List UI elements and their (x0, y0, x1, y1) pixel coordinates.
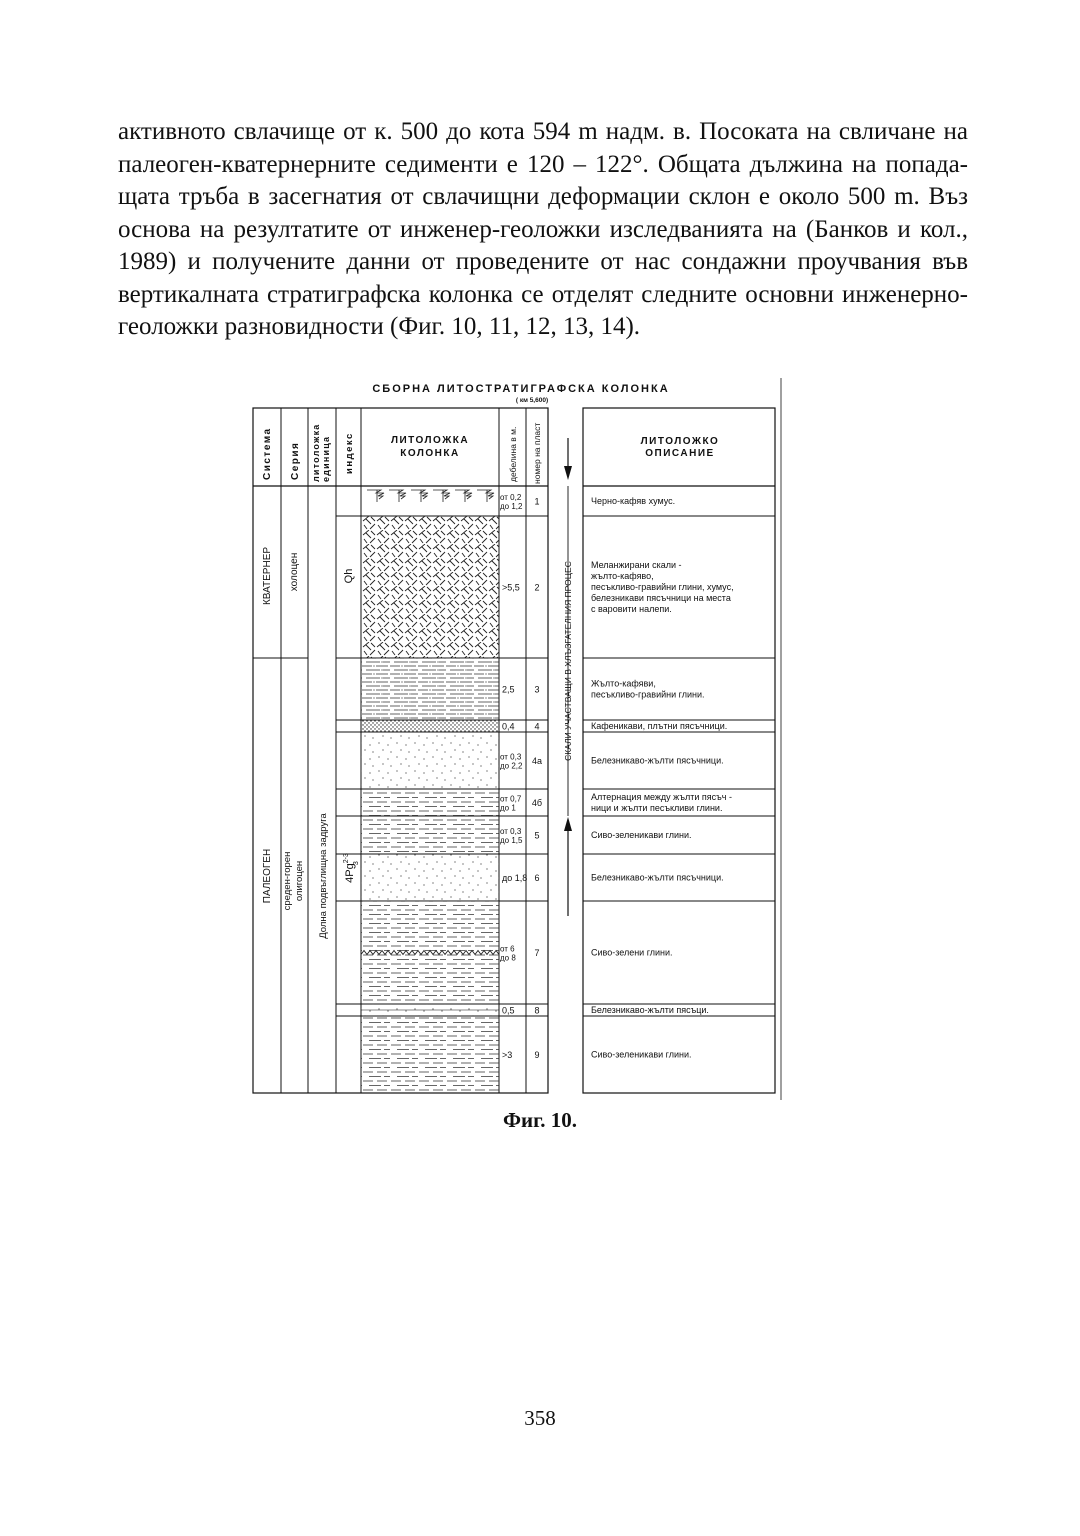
layer-number: 8 (534, 1005, 540, 1016)
arrow-up-head (564, 817, 572, 831)
layer-thickness: до 1,5 (500, 836, 523, 845)
layer-number: 5 (534, 830, 540, 841)
layer-number: 4б (531, 798, 543, 808)
paragraph-line: геоложки разновидности (Фиг. 10, 11, 12, 13, 14). (118, 313, 641, 340)
pattern-fill (361, 901, 499, 1004)
layer-number: 7 (534, 948, 540, 958)
layer-4б (336, 789, 775, 816)
layer-description: песъкливо-гравийни глини, хумус, (591, 582, 734, 592)
lithounit-label: Долна подвъглищна задруга (318, 813, 329, 939)
figure-subtitle: ( км 5,600) (515, 397, 549, 404)
header-column: КОЛОНКА (400, 448, 460, 459)
layer-thickness: >3 (502, 1050, 513, 1060)
layer-description: с варовити налепи. (591, 604, 672, 614)
index-label: 4Pg$^{2-3}$ 3 (343, 853, 360, 883)
layer-description: жълто-кафяво, (591, 571, 654, 581)
header-system: Система (262, 427, 273, 480)
layer-number: 1 (534, 496, 540, 507)
layer-description: Меланжирани скали - (591, 560, 682, 570)
layer-thickness: от 6 (500, 944, 515, 954)
index-superscript: 2-3 (343, 853, 350, 864)
layer-description: Сиво-зеленикави глини. (591, 830, 692, 840)
index-subscript: 3 (353, 861, 360, 866)
layer-6 (336, 854, 775, 901)
paragraph-line: вертикалната стратиграфска колонка се отделят следните основни инженерно- (118, 280, 968, 308)
layer-thickness: до 1 (500, 803, 516, 813)
paragraph-line: щата тръба в засегнатия от свлачищни деформации склон е около 500 m. Въз (118, 183, 968, 210)
page-number: 358 (524, 1406, 556, 1430)
layer-thickness: от 0,7 (500, 794, 522, 804)
layer-4а (336, 732, 775, 789)
header-lithounit: единица (321, 435, 331, 482)
layer-thickness: до 8 (500, 953, 516, 963)
pattern-fill (361, 516, 499, 658)
paragraph-line: палеоген-кватернерните седименти е 120 – 122°. Общата дължина на попада- (118, 150, 968, 178)
pattern-fill (361, 816, 499, 854)
paragraph-line: 1989) и получените данни от проведените от нас сондажни проучвания във (118, 248, 968, 275)
header-description: ОПИСАНИЕ (645, 448, 715, 459)
humus-mark (411, 490, 428, 502)
pattern-fill (361, 854, 499, 901)
humus-mark (455, 490, 472, 502)
system-label: ПАЛЕОГЕН (262, 848, 273, 904)
layer-thickness: 2,5 (502, 684, 515, 695)
layer-description: Белезникаво-жълти пясъци. (591, 1005, 709, 1015)
header-column: ЛИТОЛОЖКА (390, 435, 470, 446)
header-thickness: дебелина в м. (508, 426, 518, 482)
pattern-fill (361, 658, 499, 720)
series-label: холоцен (289, 552, 300, 592)
figure-title: СБОРНА ЛИТОСТРАТИГРАФСКА КОЛОНКА (372, 383, 670, 395)
figure-caption: Фиг. 10. (502, 1108, 578, 1132)
layer-number: 9 (534, 1050, 540, 1060)
index-label: Qh (343, 568, 355, 584)
stratigraphic-column-figure (250, 376, 790, 1104)
pattern-fill (361, 1016, 499, 1093)
layer-thickness: до 1,2 (500, 502, 523, 511)
header-lithounit: литоложка (311, 423, 321, 482)
layer-number: 4 (534, 721, 540, 732)
layer-thickness: от 0,3 (500, 752, 522, 762)
pattern-fill (361, 789, 499, 816)
layer-description: ници и жълти песъкливи глини. (591, 803, 723, 813)
layer-4 (336, 720, 775, 732)
arrow-down-head (564, 466, 572, 480)
layer-2 (336, 516, 775, 658)
layer-8 (336, 1004, 775, 1016)
header-index: индекс (344, 432, 355, 474)
figure-layers (336, 490, 775, 1093)
layer-thickness: 0,5 (502, 1005, 515, 1016)
layer-description: Кафеникави, плътни пясъчници. (591, 721, 728, 731)
pattern-fill (361, 720, 499, 732)
layer-number: 2 (534, 582, 540, 593)
layer-description: Черно-кафяв хумус. (591, 496, 676, 506)
layer-7 (336, 901, 775, 1004)
paragraph-line: активното свлачище от к. 500 до кота 594 m надм. в. Посоката на свличане на (118, 118, 968, 145)
humus-mark (389, 490, 406, 502)
layer-1 (336, 490, 775, 516)
layer-thickness: от 0,2 (500, 493, 522, 502)
layer-number: 6 (534, 873, 540, 883)
series-label: олигоцен (294, 860, 305, 902)
process-label: СКАЛИ УЧАСТВАЩИ В ХЛЪЗГАТЕЛНИЯ ПРОЦЕС (563, 561, 573, 761)
pattern-fill (361, 732, 499, 789)
layer-thickness: до 1,8 (502, 873, 528, 883)
series-label: среден-горен (282, 851, 293, 911)
header-layer-number: номер на пласт (532, 422, 542, 484)
humus-mark (477, 490, 494, 502)
humus-mark (367, 490, 384, 502)
layer-3 (336, 658, 775, 720)
system-label: КВАТЕРНЕР (262, 546, 273, 606)
layer-thickness: до 2,2 (500, 761, 523, 771)
body-paragraph (118, 116, 968, 344)
layer-9 (336, 1016, 775, 1093)
layer-description: Белезникаво-жълти пясъчници. (591, 755, 724, 766)
layer-description: Сиво-зеленикави глини. (591, 1049, 692, 1060)
layer-description: Белезникаво-жълти пясъчници. (591, 872, 724, 883)
layer-thickness: 0,4 (502, 721, 515, 732)
layer-description: Сиво-зелени глини. (591, 947, 673, 958)
layer-description: Жълто-кафяви, (591, 678, 656, 689)
layer-description: Алтернация между жълти пясъч - (591, 792, 732, 802)
layer-description: песъкливо-гравийни глини. (591, 689, 705, 700)
layer-number: 4а (531, 756, 543, 766)
layer-thickness: от 0,3 (500, 827, 522, 836)
header-description: ЛИТОЛОЖКО (640, 436, 720, 447)
figure-frame (253, 378, 781, 1100)
paragraph-line: основа на резултатите от инженер-геоложки изследванията на (Банков и кол., (118, 215, 968, 243)
header-series: Серия (290, 441, 301, 480)
layer-thickness: >5,5 (502, 582, 520, 593)
layer-number: 3 (534, 684, 540, 695)
humus-mark (433, 490, 450, 502)
layer-description: белезникави пясъчници на места (591, 593, 731, 603)
layer-5 (336, 816, 775, 854)
